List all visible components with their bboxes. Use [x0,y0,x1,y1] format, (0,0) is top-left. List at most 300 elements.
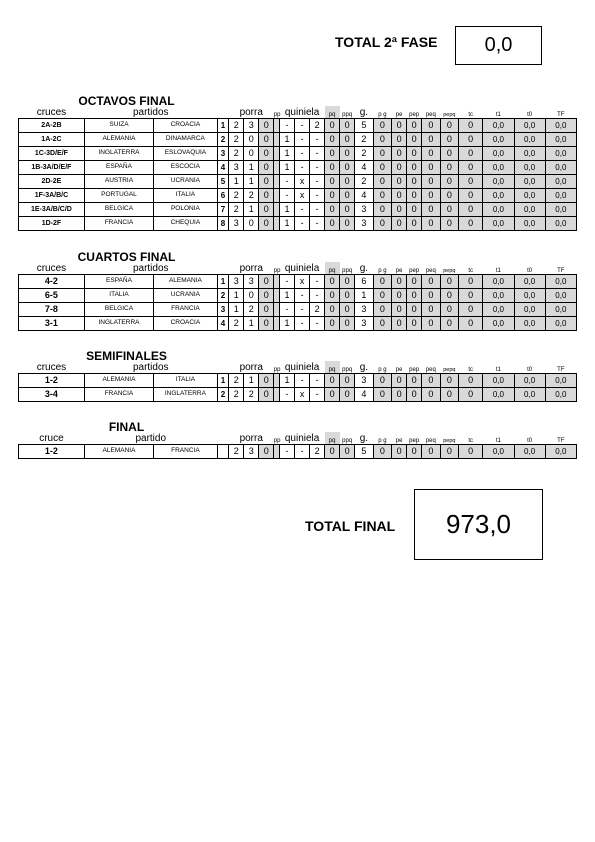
column-header: t0 [527,268,533,274]
pepq-cell: 0 [440,388,458,402]
pg-cell: 0 [373,217,391,231]
porra-goals-b: 3 [244,275,259,289]
porra-goals-a: 2 [229,374,244,388]
column-header: tc [468,268,474,274]
pe-cell: 0 [392,161,407,175]
cruce-cell: 4-2 [19,275,85,289]
column-header: tc [468,112,474,118]
peq-cell: 0 [422,203,440,217]
peq-cell: 0 [422,189,440,203]
match-row [19,119,577,133]
column-header: peq [425,438,436,444]
peq-cell: 0 [422,217,440,231]
pq-cell: 0 [325,317,340,331]
pp-cell: 0 [259,189,274,203]
porra-goals-a: 1 [229,303,244,317]
pepq-cell: 0 [440,175,458,189]
pp-cell: 0 [259,275,274,289]
pep-cell: 0 [407,133,422,147]
quiniela-1: - [280,119,295,133]
tc-cell: 0 [459,374,483,388]
cruce-cell: 1F-3A/B/C [19,189,85,203]
g-cell: 4 [355,388,373,402]
porra-goals-a: 3 [229,217,244,231]
quiniela-2: - [310,275,325,289]
ppq-cell: 0 [340,147,355,161]
header-porra: porra [239,107,263,118]
team-b-cell: CHEQUIA [154,217,218,231]
results-table [18,432,577,459]
quiniela-x: - [295,289,310,303]
t1-cell: 0,0 [483,189,514,203]
tc-cell: 0 [459,133,483,147]
porra-goals-b: 3 [244,445,259,459]
porra-goals-b: 0 [244,133,259,147]
pq-cell: 0 [325,289,340,303]
column-header: t0 [527,367,533,373]
g-cell: 3 [355,217,373,231]
t1-cell: 0,0 [483,161,514,175]
column-header: p g [378,268,387,274]
quiniela-x: - [295,133,310,147]
pep-cell: 0 [407,119,422,133]
pg-cell: 0 [373,203,391,217]
quiniela-2: - [310,133,325,147]
column-header: peq [425,112,436,118]
column-header: peq [425,268,436,274]
t1-cell: 0,0 [483,175,514,189]
column-header: ppq [342,438,353,444]
pe-cell: 0 [392,147,407,161]
peq-cell: 0 [422,289,440,303]
header-blank [217,432,229,445]
team-b-cell: INGLATERRA [154,388,218,402]
column-header: pq [325,432,340,445]
match-number-cell: 1 [217,275,229,289]
cruce-cell: 3-1 [19,317,85,331]
tc-cell: 0 [459,388,483,402]
header-porra: porra [239,263,263,274]
t1-cell: 0,0 [483,203,514,217]
ppq-cell: 0 [340,203,355,217]
match-number-cell: 8 [217,217,229,231]
cruce-cell: 3-4 [19,388,85,402]
column-header: pq [325,361,340,374]
ppq-cell: 0 [340,388,355,402]
t1-cell: 0,0 [483,119,514,133]
header-cruces: cruce [39,433,64,444]
column-header: ppq [342,268,353,274]
tc-cell: 0 [459,303,483,317]
pe-cell: 0 [392,133,407,147]
results-table [18,361,577,402]
team-b-cell: FRANCIA [154,303,218,317]
pq-cell: 0 [325,203,340,217]
porra-goals-b: 2 [244,303,259,317]
tc-cell: 0 [459,161,483,175]
cruce-cell: 1E-3A/B/C/D [19,203,85,217]
quiniela-x: x [295,388,310,402]
pp-cell: 0 [259,161,274,175]
tf-cell: 0,0 [545,374,576,388]
quiniela-2: - [310,217,325,231]
match-number-cell: 4 [217,161,229,175]
match-row [19,217,577,231]
pq-cell: 0 [325,175,340,189]
quiniela-1: 1 [280,161,295,175]
g-cell: 3 [355,374,373,388]
peq-cell: 0 [422,133,440,147]
pepq-cell: 0 [440,203,458,217]
pq-cell: 0 [325,119,340,133]
pq-cell: 0 [325,133,340,147]
team-b-cell: ESCOCIA [154,161,218,175]
quiniela-1: 1 [280,203,295,217]
quiniela-x: x [295,189,310,203]
pg-cell: 0 [373,317,391,331]
match-row [19,175,577,189]
header-porra: porra [239,433,263,444]
pep-cell: 0 [407,217,422,231]
porra-goals-b: 1 [244,374,259,388]
porra-goals-a: 3 [229,161,244,175]
pg-cell: 0 [373,289,391,303]
column-header: g. [359,362,369,373]
pepq-cell: 0 [440,275,458,289]
tc-cell: 0 [459,275,483,289]
team-a-cell: ALEMANIA [84,374,153,388]
pg-cell: 0 [373,175,391,189]
column-header: t1 [495,112,501,118]
t1-cell: 0,0 [483,289,514,303]
team-a-cell: AUSTRIA [84,175,153,189]
tf-cell: 0,0 [545,217,576,231]
tc-cell: 0 [459,289,483,303]
match-number-cell: 1 [217,374,229,388]
ppq-cell: 0 [340,189,355,203]
quiniela-1: 1 [280,217,295,231]
quiniela-x: x [295,275,310,289]
pg-cell: 0 [373,119,391,133]
match-number-cell: 7 [217,203,229,217]
porra-goals-a: 2 [229,445,244,459]
tc-cell: 0 [459,147,483,161]
results-table [18,262,577,331]
g-cell: 4 [355,189,373,203]
t0-cell: 0,0 [514,189,545,203]
column-header: pp [273,112,281,118]
porra-goals-a: 2 [229,203,244,217]
t0-cell: 0,0 [514,203,545,217]
pp-cell: 0 [259,445,274,459]
header-cruces: cruces [36,263,67,274]
porra-goals-b: 2 [244,388,259,402]
porra-goals-a: 2 [229,317,244,331]
column-header: t1 [495,367,501,373]
cruce-cell: 2A-2B [19,119,85,133]
match-number-cell: 2 [217,133,229,147]
column-header: t0 [527,112,533,118]
pg-cell: 0 [373,275,391,289]
pe-cell: 0 [392,317,407,331]
pp-cell: 0 [259,203,274,217]
header-quiniela: quiniela [284,433,320,444]
match-number-cell: 3 [217,303,229,317]
t1-cell: 0,0 [483,275,514,289]
team-a-cell: PORTUGAL [84,189,153,203]
peq-cell: 0 [422,303,440,317]
section-title: FINAL [108,420,145,434]
ppq-cell: 0 [340,374,355,388]
column-header: pep [409,367,420,373]
team-a-cell: BELGICA [84,303,153,317]
g-cell: 2 [355,175,373,189]
porra-goals-b: 2 [244,189,259,203]
ppq-cell: 0 [340,217,355,231]
quiniela-x: - [295,161,310,175]
t1-cell: 0,0 [483,388,514,402]
quiniela-x: - [295,374,310,388]
pq-cell: 0 [325,147,340,161]
porra-goals-b: 1 [244,161,259,175]
pepq-cell: 0 [440,217,458,231]
pq-cell: 0 [325,388,340,402]
column-header: p g [378,367,387,373]
pq-cell: 0 [325,217,340,231]
pep-cell: 0 [407,189,422,203]
cruce-cell: 6-5 [19,289,85,303]
t0-cell: 0,0 [514,175,545,189]
match-row [19,133,577,147]
team-a-cell: SUIZA [84,119,153,133]
tf-cell: 0,0 [545,445,576,459]
t0-cell: 0,0 [514,445,545,459]
pepq-cell: 0 [440,189,458,203]
tf-cell: 0,0 [545,317,576,331]
pq-cell: 0 [325,161,340,175]
ppq-cell: 0 [340,119,355,133]
tc-cell: 0 [459,317,483,331]
team-b-cell: ITALIA [154,189,218,203]
match-row [19,161,577,175]
peq-cell: 0 [422,275,440,289]
pep-cell: 0 [407,175,422,189]
quiniela-1: - [280,275,295,289]
header-row [19,106,577,119]
pp-cell: 0 [259,289,274,303]
porra-goals-a: 1 [229,175,244,189]
column-header: ppq [342,367,353,373]
header-blank [217,262,229,275]
t0-cell: 0,0 [514,388,545,402]
team-b-cell: DINAMARCA [154,133,218,147]
quiniela-2: 2 [310,445,325,459]
pep-cell: 0 [407,374,422,388]
pp-cell: 0 [259,119,274,133]
column-header: pq [325,262,340,275]
header-row [19,361,577,374]
pg-cell: 0 [373,133,391,147]
team-a-cell: ALEMANIA [84,445,153,459]
peq-cell: 0 [422,175,440,189]
total-final-value: 973,0 [414,489,543,560]
quiniela-x: - [295,317,310,331]
pg-cell: 0 [373,147,391,161]
pe-cell: 0 [392,289,407,303]
pg-cell: 0 [373,445,391,459]
column-header: g. [359,107,369,118]
pepq-cell: 0 [440,161,458,175]
pp-cell: 0 [259,217,274,231]
pe-cell: 0 [392,303,407,317]
peq-cell: 0 [422,317,440,331]
pep-cell: 0 [407,275,422,289]
porra-goals-b: 1 [244,203,259,217]
pq-cell: 0 [325,303,340,317]
porra-goals-a: 2 [229,133,244,147]
header-row [19,432,577,445]
quiniela-2: 2 [310,303,325,317]
g-cell: 3 [355,303,373,317]
tf-cell: 0,0 [545,189,576,203]
quiniela-2: - [310,374,325,388]
header-cruces: cruces [36,362,67,373]
quiniela-2: - [310,147,325,161]
pq-cell: 0 [325,374,340,388]
column-header: t1 [495,268,501,274]
results-table [18,106,577,231]
t0-cell: 0,0 [514,147,545,161]
team-b-cell: ALEMANIA [154,275,218,289]
peq-cell: 0 [422,161,440,175]
porra-goals-b: 1 [244,175,259,189]
cruce-cell: 1-2 [19,374,85,388]
quiniela-2: - [310,289,325,303]
peq-cell: 0 [422,445,440,459]
t0-cell: 0,0 [514,374,545,388]
total-2-fase-value: 0,0 [455,26,542,65]
cruce-cell: 1B-3A/D/E/F [19,161,85,175]
header-porra: porra [239,362,263,373]
column-header: peq [425,367,436,373]
ppq-cell: 0 [340,133,355,147]
pepq-cell: 0 [440,133,458,147]
match-row [19,189,577,203]
match-row [19,303,577,317]
column-header: p g [378,438,387,444]
peq-cell: 0 [422,147,440,161]
tf-cell: 0,0 [545,303,576,317]
g-cell: 5 [355,119,373,133]
tf-cell: 0,0 [545,119,576,133]
peq-cell: 0 [422,374,440,388]
g-cell: 2 [355,133,373,147]
tc-cell: 0 [459,217,483,231]
pep-cell: 0 [407,388,422,402]
pp-cell: 0 [259,175,274,189]
match-row [19,445,577,459]
t0-cell: 0,0 [514,161,545,175]
column-header: pe [395,112,403,118]
peq-cell: 0 [422,119,440,133]
column-header: pepq [443,111,456,118]
match-number-cell: 1 [217,119,229,133]
column-header: tc [468,367,474,373]
header-quiniela: quiniela [284,362,320,373]
tf-cell: 0,0 [545,147,576,161]
ppq-cell: 0 [340,303,355,317]
header-partidos: partidos [132,362,169,373]
tc-cell: 0 [459,119,483,133]
cruce-cell: 2D-2E [19,175,85,189]
team-b-cell: UCRANIA [154,289,218,303]
section-title: OCTAVOS FINAL [78,94,175,108]
pp-cell: 0 [259,374,274,388]
pe-cell: 0 [392,388,407,402]
match-row [19,289,577,303]
t0-cell: 0,0 [514,317,545,331]
pep-cell: 0 [407,161,422,175]
tc-cell: 0 [459,203,483,217]
match-number-cell: 5 [217,175,229,189]
team-b-cell: CROACIA [154,119,218,133]
quiniela-2: - [310,189,325,203]
match-row [19,317,577,331]
header-blank [217,361,229,374]
t1-cell: 0,0 [483,133,514,147]
team-a-cell: INGLATERRA [84,317,153,331]
tc-cell: 0 [459,189,483,203]
pg-cell: 0 [373,161,391,175]
tf-cell: 0,0 [545,161,576,175]
team-a-cell: FRANCIA [84,388,153,402]
match-number-cell: 6 [217,189,229,203]
quiniela-1: 1 [280,133,295,147]
porra-goals-b: 0 [244,217,259,231]
pg-cell: 0 [373,388,391,402]
pq-cell: 0 [325,275,340,289]
column-header: ppq [342,112,353,118]
match-row [19,374,577,388]
team-b-cell: POLONIA [154,203,218,217]
t1-cell: 0,0 [483,303,514,317]
quiniela-x: - [295,147,310,161]
quiniela-1: - [280,445,295,459]
pp-cell: 0 [259,388,274,402]
tf-cell: 0,0 [545,175,576,189]
team-a-cell: FRANCIA [84,217,153,231]
team-b-cell: ITALIA [154,374,218,388]
tf-cell: 0,0 [545,275,576,289]
column-header: t1 [495,438,501,444]
quiniela-2: - [310,388,325,402]
column-header: pepq [443,267,456,274]
column-header: g. [359,263,369,274]
pep-cell: 0 [407,203,422,217]
porra-goals-b: 3 [244,119,259,133]
pepq-cell: 0 [440,119,458,133]
quiniela-2: - [310,175,325,189]
column-header: tc [468,438,474,444]
match-row [19,147,577,161]
pe-cell: 0 [392,175,407,189]
pg-cell: 0 [373,303,391,317]
column-header: pepq [443,437,456,444]
match-number-cell: 2 [217,388,229,402]
quiniela-1: - [280,303,295,317]
porra-goals-a: 2 [229,147,244,161]
pq-cell: 0 [325,445,340,459]
